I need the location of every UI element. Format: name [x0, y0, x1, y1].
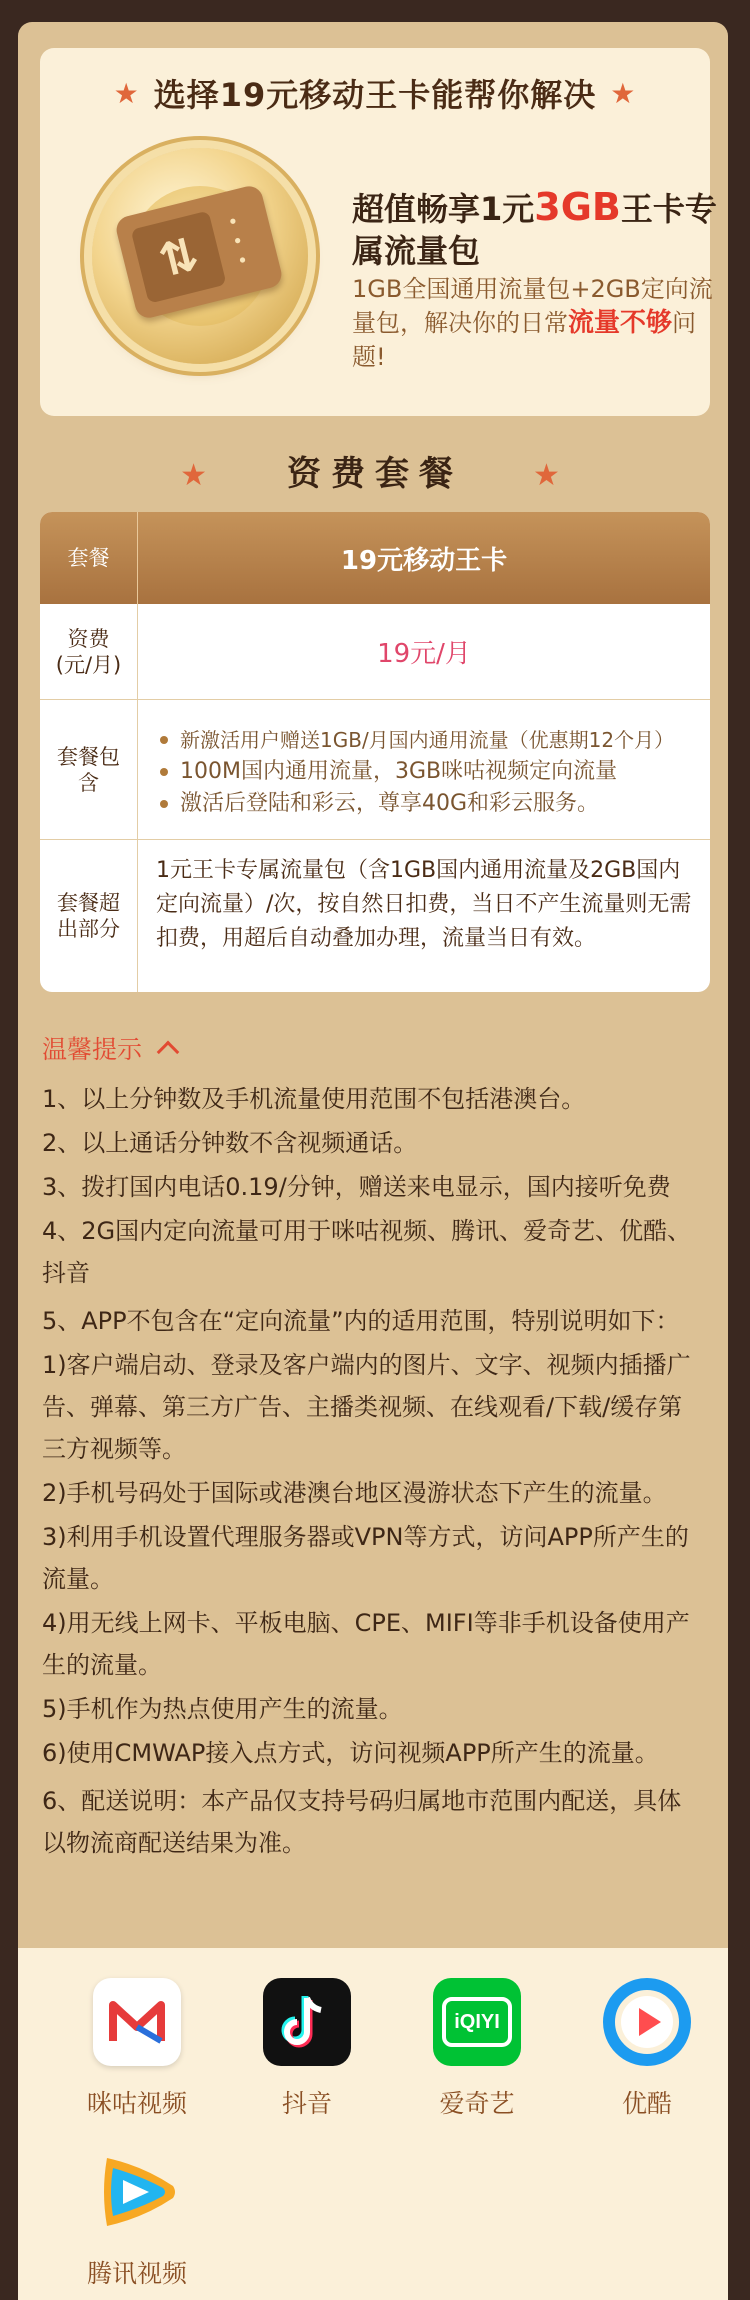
tip-item: 2、以上通话分钟数不含视频通话。 — [42, 1129, 418, 1157]
offer-desc-part2: 问题! — [352, 309, 697, 371]
tip-item: 4)用无线上网卡、平板电脑、CPE、MIFI等非手机设备使用产生的流量。 — [42, 1609, 690, 1679]
list-item: 100M国内通用流量，3GB咪咕视频定向流量 — [160, 756, 710, 788]
app-douyin[interactable] — [222, 1978, 392, 2120]
offer-description — [352, 272, 722, 374]
fee-row — [40, 604, 710, 700]
offer-desc-highlight: 流量不够 — [568, 308, 673, 338]
section-heading-text: 资费套餐 — [287, 454, 463, 494]
star-icon: ★ — [533, 458, 570, 493]
tips-title-text: 温馨提示 — [42, 1035, 143, 1064]
offer-desc-part1: 1GB全国通用流量包+2GB定向流量包，解决你的日常 — [352, 275, 713, 337]
app-label: 咪咕视频 — [86, 2089, 187, 2118]
tip-item: 6)使用CMWAP接入点方式，访问视频APP所产生的流量。 — [42, 1739, 659, 1767]
ticket-icon — [114, 183, 285, 320]
douyin-icon — [263, 1978, 351, 2066]
tip-item: 5、APP不包含在“定向流量”内的适用范围，特别说明如下： — [42, 1307, 680, 1335]
tip-item: 2)手机号码处于国际或港澳台地区漫游状态下产生的流量。 — [42, 1479, 667, 1507]
fee-label-cell: 资费(元/月) — [40, 604, 138, 699]
app-label: 优酷 — [621, 2089, 672, 2118]
fee-value-cell: 19元/月 — [377, 639, 471, 669]
ticket-dots: • • • — [225, 210, 251, 273]
includes-value-cell — [138, 700, 710, 839]
tip-item: 1、以上分钟数及手机流量使用范围不包括港澳台。 — [42, 1085, 586, 1113]
app-tencent-video[interactable] — [52, 2148, 222, 2290]
star-icon: ★ — [113, 76, 140, 110]
tip-item: 1)客户端启动、登录及客户端内的图片、文字、视频内插播广告、弹幕、第三方广告、主播类视频、在线观看/下载/缓存第三方视频等。 — [42, 1351, 691, 1463]
youku-icon — [603, 1978, 691, 2066]
includes-row — [40, 700, 710, 840]
promo-card — [40, 48, 717, 416]
includes-label-cell: 套餐包含 — [40, 700, 138, 839]
tip-item: 5)手机作为热点使用产生的流量。 — [42, 1695, 403, 1723]
migu-icon — [93, 1978, 181, 2066]
overage-row — [40, 840, 710, 992]
overage-value-cell: 1元王卡专属流量包（含1GB国内通用流量及2GB国内定向流量）/次，按自然日扣费，当日不产生流量则无需扣费，用超后自动叠加办理，流量当日有效。 — [156, 858, 692, 951]
list-item: 激活后登陆和彩云，尊享40G和彩云服务。 — [160, 788, 710, 820]
promo-heading — [40, 70, 710, 116]
app-migu[interactable] — [52, 1978, 222, 2120]
promo-heading-text: 选择19元移动王卡能帮你解决 — [153, 76, 597, 114]
tips-list — [42, 1078, 692, 1866]
tips-toggle[interactable] — [42, 1030, 176, 1066]
offer-title-part1: 超值畅享1元 — [352, 190, 535, 228]
tip-item: 4、2G国内定向流量可用于咪咕视频、腾讯、爱奇艺、优酷、抖音 — [42, 1217, 692, 1287]
app-label: 爱奇艺 — [439, 2089, 515, 2118]
offer-title-part2: 王卡专属流量包 — [352, 190, 717, 270]
app-youku[interactable] — [562, 1978, 732, 2120]
header-label-cell: 套餐 — [40, 512, 138, 604]
header-value-cell: 19元移动王卡 — [340, 545, 508, 576]
star-icon: ★ — [610, 76, 637, 110]
tip-item: 6、配送说明：本产品仅支持号码归属地市范围内配送，具体以物流商配送结果为准。 — [42, 1787, 682, 1857]
offer-title — [352, 186, 732, 272]
list-item: 新激活用户赠送1GB/月国内通用流量（优惠期12个月） — [160, 724, 710, 756]
tip-item: 3、拨打国内电话0.19/分钟，赠送来电显示，国内接听免费 — [42, 1173, 671, 1201]
traffic-coin-icon — [92, 148, 308, 364]
section-heading — [0, 446, 750, 495]
apps-panel — [18, 1948, 728, 2300]
offer-title-highlight: 3GB — [534, 185, 621, 229]
star-icon: ★ — [180, 458, 217, 493]
app-label: 腾讯视频 — [86, 2259, 187, 2288]
app-iqiyi[interactable] — [392, 1978, 562, 2120]
data-transfer-icon: ⇅ — [131, 211, 227, 304]
includes-list — [138, 700, 710, 820]
chevron-up-icon — [157, 1041, 180, 1064]
tip-item: 3)利用手机设置代理服务器或VPN等方式，访问APP所产生的流量。 — [42, 1523, 689, 1593]
tariff-table — [40, 512, 710, 992]
app-label: 抖音 — [281, 2089, 332, 2118]
table-header-row — [40, 512, 710, 604]
tencent-video-icon — [93, 2148, 181, 2236]
overage-label-cell: 套餐超出部分 — [40, 840, 138, 992]
iqiyi-icon: iQIYI — [433, 1978, 521, 2066]
